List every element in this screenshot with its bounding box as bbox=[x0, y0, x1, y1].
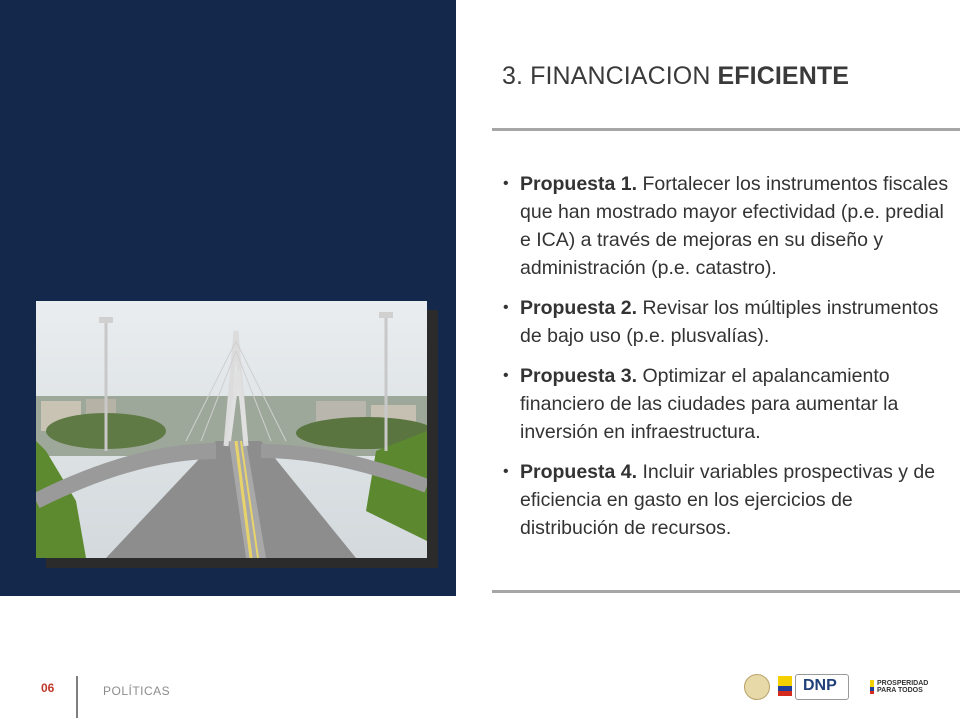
prosperidad-flag-icon bbox=[870, 680, 874, 694]
proposal-item bbox=[500, 458, 950, 542]
proposal-label: Propuesta 3. bbox=[520, 365, 638, 387]
bullet-icon: • bbox=[503, 367, 509, 384]
title-main: FINANCIACION bbox=[530, 62, 711, 90]
prosperidad-logo-text: PROSPERIDAD PARA TODOS bbox=[877, 680, 929, 694]
proposal-label: Propuesta 2. bbox=[520, 297, 638, 319]
section-label: POLÍTICAS bbox=[103, 684, 171, 698]
colombia-flag-icon bbox=[778, 676, 792, 696]
slide-title bbox=[502, 62, 849, 91]
bullet-icon: • bbox=[503, 299, 509, 316]
title-number: 3. bbox=[502, 62, 524, 90]
proposal-label: Propuesta 1. bbox=[520, 173, 638, 195]
bottom-divider bbox=[492, 590, 960, 593]
top-divider bbox=[492, 128, 960, 131]
proposal-text: Optimizar el apalancamiento financiero de las ciudades para aumentar la inversión en infraestructura. bbox=[520, 365, 899, 443]
bridge-photo bbox=[36, 301, 427, 558]
proposal-item bbox=[500, 170, 950, 282]
proposal-item bbox=[500, 362, 950, 446]
bullet-icon: • bbox=[503, 463, 509, 480]
national-seal-icon bbox=[744, 674, 770, 700]
footer-divider bbox=[76, 676, 78, 718]
proposal-list bbox=[500, 170, 950, 554]
page-number: 06 bbox=[41, 681, 55, 695]
proposal-text: Incluir variables prospectivas y de eficiencia en gasto en los ejercicios de distribución de recursos. bbox=[520, 461, 936, 539]
proposal-text: Revisar los múltiples instrumentos de bajo uso (p.e. plusvalías). bbox=[520, 297, 939, 347]
proposal-item bbox=[500, 294, 950, 350]
dnp-logo-text: DNP bbox=[803, 677, 837, 694]
bullet-icon: • bbox=[503, 175, 509, 192]
proposal-text: Fortalecer los instrumentos fiscales que han mostrado mayor efectividad (p.e. predial e ICA) a través de mejoras en su diseño y administración (p.e. catastro). bbox=[520, 173, 949, 279]
title-bold: EFICIENTE bbox=[717, 62, 849, 90]
proposal-label: Propuesta 4. bbox=[520, 461, 638, 483]
